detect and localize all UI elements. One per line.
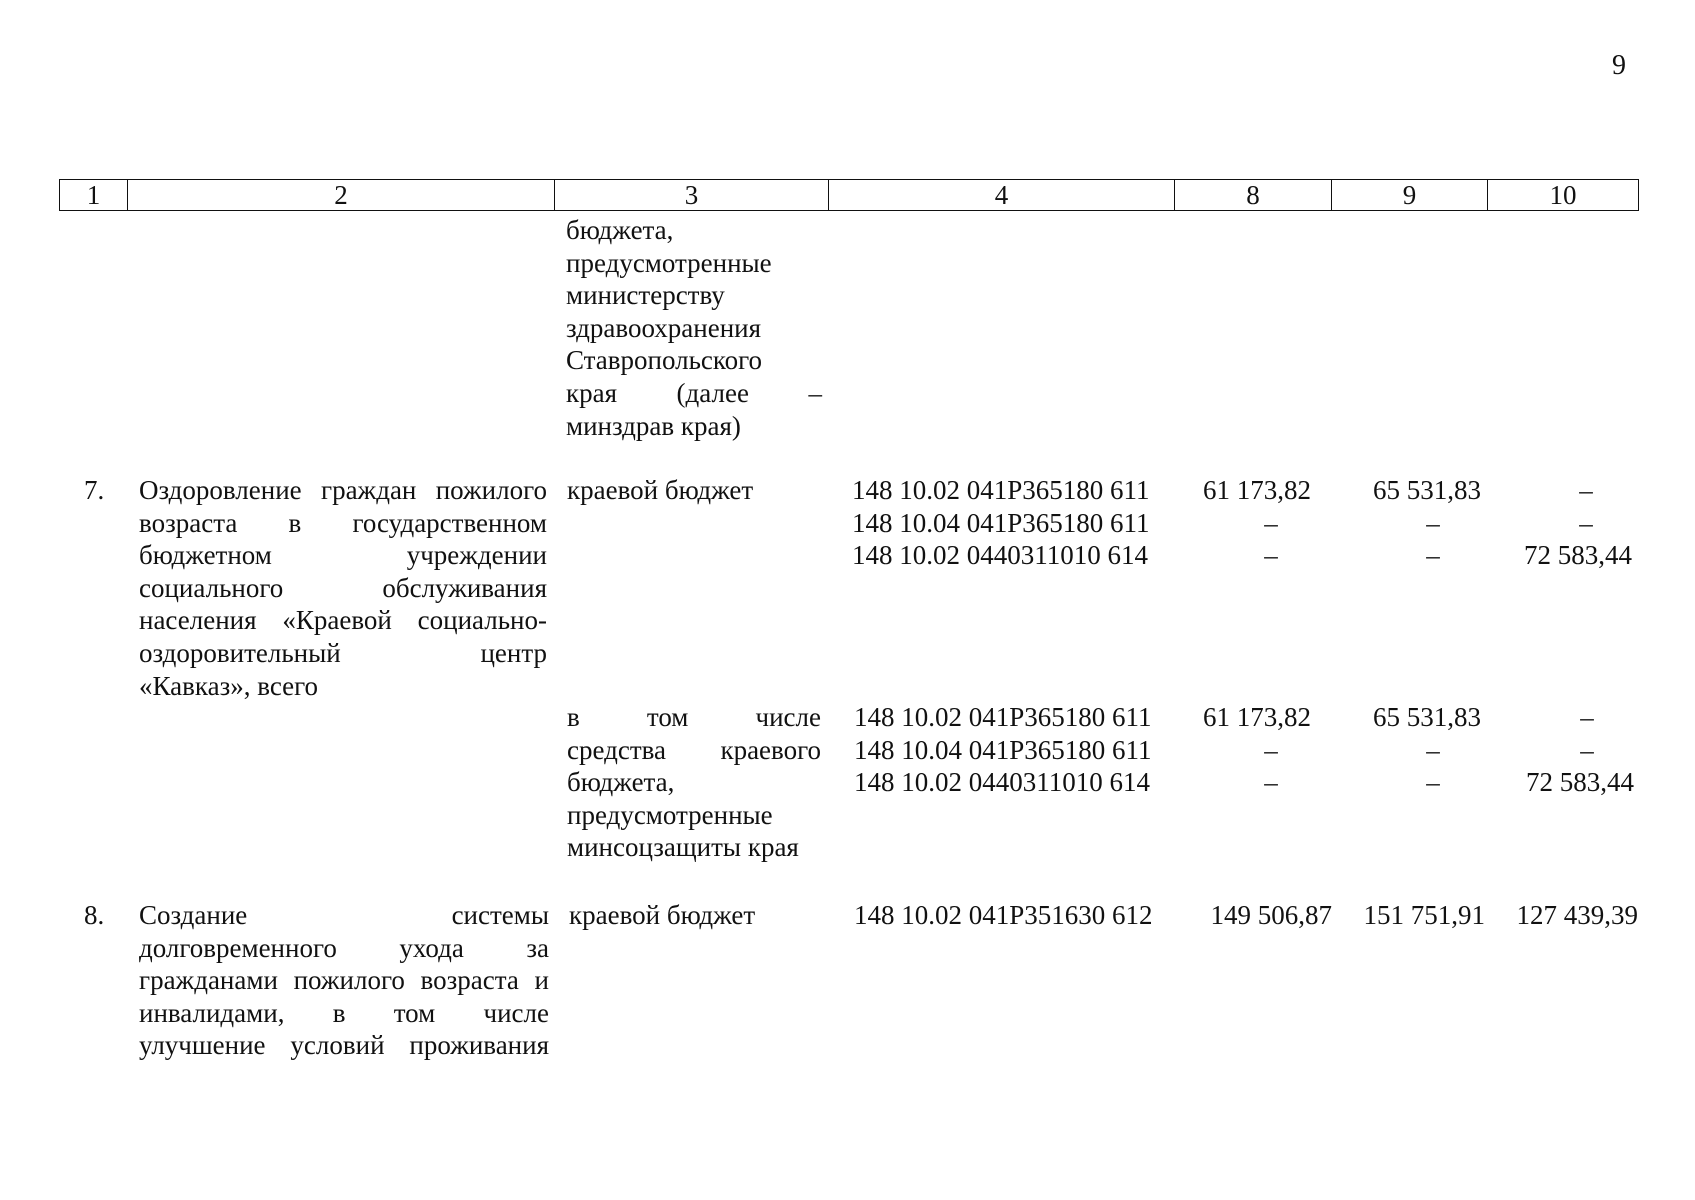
row-8-name: [139, 899, 549, 1062]
header-col-8: 8: [1175, 180, 1332, 211]
column-header-row: [59, 179, 1639, 211]
row-7-number: 7.: [84, 475, 105, 505]
amount-value: –: [1264, 734, 1278, 765]
amount-value: 127 439,39: [1516, 900, 1638, 930]
text-line: долговременного ухода за: [139, 932, 549, 963]
amount-value: –: [1580, 734, 1594, 765]
header-col-3: 3: [555, 180, 829, 211]
amount-value: –: [1264, 507, 1278, 538]
row-7-sub-col10: [1500, 701, 1634, 799]
row-7-codes: [852, 474, 1170, 572]
text-line: гражданами пожилого возраста и: [139, 965, 549, 996]
row-8-number: 8.: [84, 900, 105, 930]
amount-value: –: [1426, 734, 1440, 765]
text-line: оздоровительный центр: [139, 637, 547, 668]
row-7-source: краевой бюджет: [567, 475, 754, 505]
text-line: бюджета,: [566, 215, 674, 245]
text-line: здравоохранения: [566, 312, 762, 343]
budget-code: 148 10.02 041P365180 611: [852, 475, 1150, 505]
row-7-col8: [1191, 474, 1311, 572]
row-7-col9: [1345, 474, 1481, 572]
header-col-10: 10: [1488, 180, 1639, 211]
header-col-2: 2: [128, 180, 555, 211]
continuation-source-text: [566, 214, 822, 442]
header-col-1: 1: [60, 180, 128, 211]
text-line: социального обслуживания: [139, 572, 547, 603]
text-line: минздрав края): [566, 410, 741, 441]
page-number: 9: [1612, 50, 1626, 81]
text-line: инвалидами, в том числе: [139, 997, 549, 1028]
row-8-codes: [854, 899, 1172, 932]
text-line: бюджетном учреждении: [139, 540, 547, 571]
text-line: Ставропольского: [566, 345, 763, 376]
text-line: минсоцзащиты края: [567, 832, 799, 863]
budget-code: 148 10.02 0440311010 614: [854, 767, 1150, 798]
amount-value: 61 173,82: [1203, 475, 1311, 505]
amount-value: –: [1426, 507, 1440, 538]
amount-value: –: [1580, 702, 1594, 732]
text-line: населения «Краевой социально-: [139, 605, 547, 636]
amount-value: 151 751,91: [1363, 900, 1485, 930]
text-line: «Кавказ», всего: [139, 670, 319, 701]
amount-value: –: [1426, 767, 1440, 798]
text-line: министерству: [566, 280, 725, 311]
row-8-source: краевой бюджет: [569, 900, 756, 930]
budget-code: 148 10.02 041P365180 611: [854, 702, 1152, 732]
budget-code: 148 10.02 041P351630 612: [854, 900, 1153, 930]
budget-code: 148 10.02 0440311010 614: [852, 540, 1148, 571]
header-col-4: 4: [829, 180, 1175, 211]
budget-code: 148 10.04 041P365180 611: [852, 507, 1150, 538]
row-7-col10: [1500, 474, 1632, 572]
text-line: бюджета,: [567, 767, 675, 798]
row-8-col9: [1335, 899, 1485, 932]
amount-value: –: [1264, 767, 1278, 798]
row-7-sub-col8: [1191, 701, 1311, 799]
text-line: края (далее –: [566, 377, 822, 408]
row-7-sub-source: [567, 701, 821, 864]
amount-value: –: [1579, 507, 1593, 538]
amount-value: 72 583,44: [1526, 767, 1634, 798]
row-7-sub-col9: [1345, 701, 1481, 799]
amount-value: 72 583,44: [1524, 540, 1632, 571]
amount-value: 65 531,83: [1373, 475, 1481, 505]
row-7-name: [139, 474, 547, 702]
row-7-sub-codes: [854, 701, 1172, 799]
amount-value: 65 531,83: [1373, 702, 1481, 732]
text-line: предусмотренные: [566, 247, 772, 278]
budget-code: 148 10.04 041P365180 611: [854, 734, 1152, 765]
amount-value: –: [1426, 540, 1440, 571]
amount-value: 61 173,82: [1203, 702, 1311, 732]
row-8-col8: [1180, 899, 1332, 932]
amount-value: 149 506,87: [1210, 900, 1332, 930]
text-line: средства краевого: [567, 734, 821, 765]
text-line: улучшение условий проживания: [139, 1030, 549, 1061]
row-8-col10: [1488, 899, 1638, 932]
text-line: Создание системы: [139, 900, 549, 930]
text-line: в том числе: [567, 702, 821, 732]
amount-value: –: [1579, 475, 1593, 505]
text-line: предусмотренные: [567, 799, 773, 830]
amount-value: –: [1264, 540, 1278, 571]
text-line: Оздоровление граждан пожилого: [139, 475, 547, 505]
header-col-9: 9: [1332, 180, 1488, 211]
text-line: возраста в государственном: [139, 507, 547, 538]
